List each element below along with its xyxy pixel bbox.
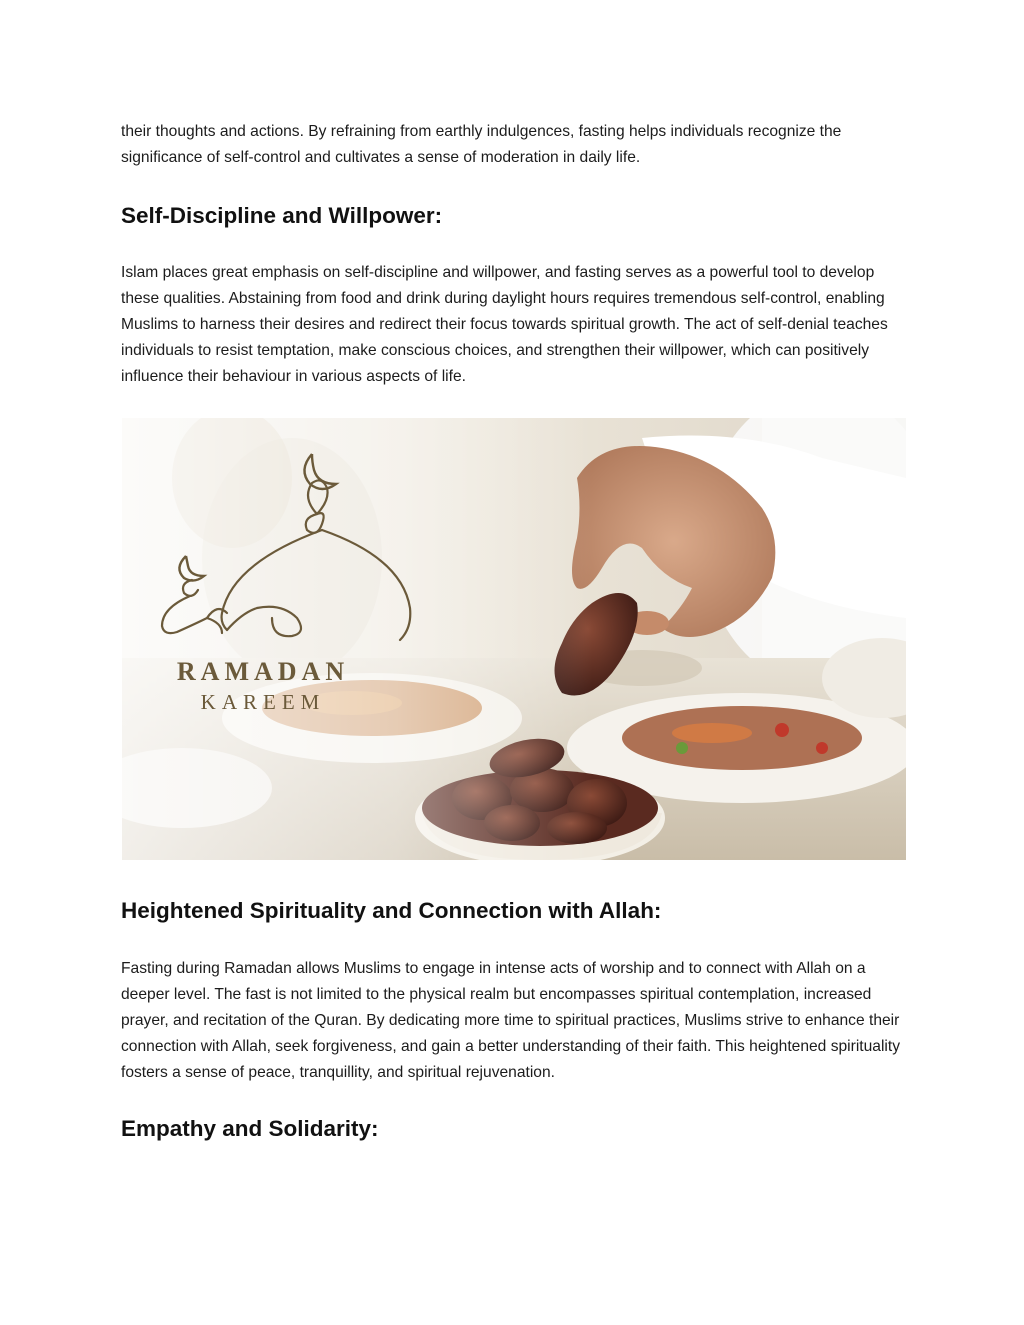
paragraph-spirituality: Fasting during Ramadan allows Muslims to engage in intense acts of worship and to connect with Allah on a deeper level. The fast is not limited to the physical realm but encompasses spiritual contemplation, increased prayer, and recitation of the Quran. By dedicating more time to spiritual practices, Muslims strive to enhance their connection with Allah, seek forgiveness, and gain a better understanding of their faith. This heightened spirituality fosters a sense of peace, tranquillity, and spiritual rejuvenation.: [121, 960, 901, 1081]
ramadan-kareem-image: [122, 418, 906, 860]
ramadan-photo-illustration: [122, 418, 906, 860]
paragraph-self-discipline: Islam places great emphasis on self-discipline and willpower, and fasting serves as a powerful tool to develop these qualities. Abstaining from food and drink during daylight hours requires tremendous self-control, enabling Muslims to harness their desires and redirect their focus towards spiritual growth. The act of self-denial teaches individuals to resist temptation, make conscious choices, and strengthen their willpower, which can positively influence their behaviour in various aspects of life.: [121, 264, 888, 385]
paragraph-intro-continued: their thoughts and actions. By refraining from earthly indulgences, fasting helps individuals recognize the significance of self-control and cultivates a sense of moderation in daily life.: [121, 123, 842, 166]
logo-line-ramadan: RAMADAN: [176, 657, 350, 686]
logo-line-kareem: KAREEM: [200, 690, 326, 714]
heading-spirituality: Heightened Spirituality and Connection with Allah:: [121, 898, 662, 923]
heading-empathy: Empathy and Solidarity:: [121, 1116, 379, 1141]
heading-self-discipline: Self-Discipline and Willpower:: [121, 203, 443, 228]
